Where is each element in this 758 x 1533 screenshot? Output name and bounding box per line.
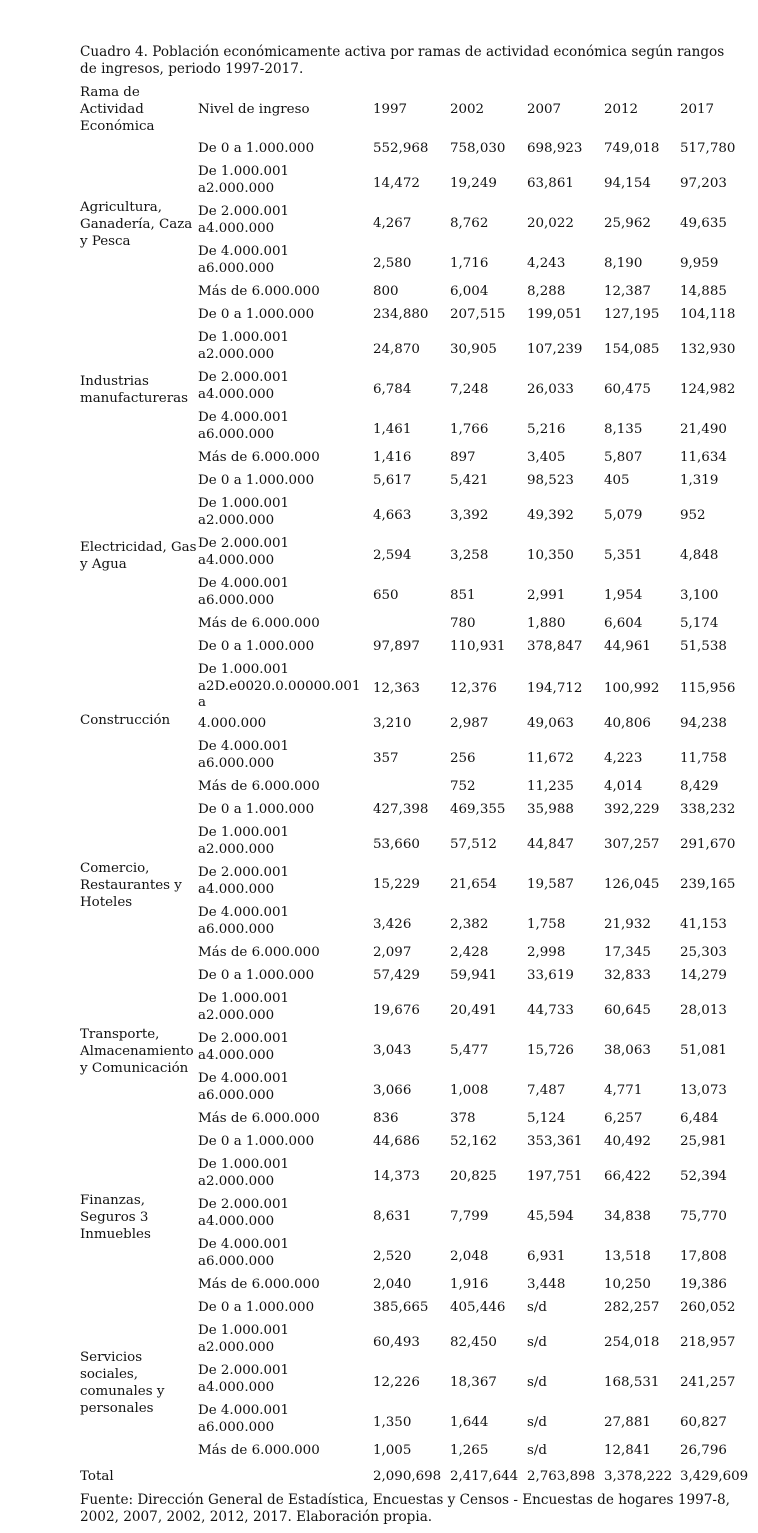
value-cell: 5,079 [604, 508, 643, 523]
value-cell: 26,033 [527, 382, 574, 397]
value-cell: 427,398 [373, 802, 429, 817]
value-cell: 307,257 [604, 837, 660, 852]
value-cell: 14,373 [373, 1169, 420, 1184]
value-cell: 3,258 [450, 548, 489, 563]
value-cell: 758,030 [450, 141, 506, 156]
value-cell: 2,580 [373, 256, 412, 271]
value-cell: 20,491 [450, 1003, 497, 1018]
income-level-cell: De 2.000.001 a4.000.000 [198, 1197, 290, 1229]
value-cell: 7,248 [450, 382, 489, 397]
income-level-cell: De 2.000.001 a4.000.000 [198, 204, 290, 236]
value-cell: 4,848 [680, 548, 719, 563]
value-cell: 19,587 [527, 877, 574, 892]
value-cell: 63,861 [527, 176, 574, 191]
value-cell: 405 [604, 473, 630, 488]
value-cell: s/d [527, 1443, 547, 1458]
header-year-2012: 2012 [604, 102, 639, 117]
value-cell: 5,216 [527, 422, 566, 437]
value-cell: 25,303 [680, 945, 727, 960]
value-cell: 8,631 [373, 1209, 412, 1224]
value-cell: 168,531 [604, 1375, 660, 1390]
value-cell: 378,847 [527, 639, 583, 654]
value-cell: 12,387 [604, 284, 651, 299]
value-cell: 8,288 [527, 284, 566, 299]
value-cell: 780 [450, 616, 476, 631]
income-level-cell: De 4.000.001 a6.000.000 [198, 244, 290, 276]
income-level-cell: De 2.000.001 a4.000.000 [198, 1363, 290, 1395]
total-2017: 3,429,609 [680, 1469, 749, 1484]
value-cell: 11,758 [680, 751, 727, 766]
income-level-cell: De 1.000.001 a2.000.000 [198, 991, 290, 1023]
value-cell: 27,881 [604, 1415, 651, 1430]
income-level-cell: De 0 a 1.000.000 [198, 473, 315, 488]
value-cell: 353,361 [527, 1134, 583, 1149]
value-cell: 15,726 [527, 1043, 574, 1058]
income-level-cell: De 0 a 1.000.000 [198, 307, 315, 322]
header-rama: Rama de Actividad Económica [80, 85, 155, 134]
value-cell: 17,808 [680, 1249, 727, 1264]
value-cell: 6,604 [604, 616, 643, 631]
value-cell: 44,733 [527, 1003, 574, 1018]
value-cell: 851 [450, 588, 476, 603]
value-cell: 12,841 [604, 1443, 651, 1458]
value-cell: 1,005 [373, 1443, 412, 1458]
value-cell: 3,100 [680, 588, 719, 603]
value-cell: 2,428 [450, 945, 489, 960]
income-level-cell: De 0 a 1.000.000 [198, 968, 315, 983]
value-cell: 800 [373, 284, 399, 299]
header-nivel: Nivel de ingreso [198, 102, 310, 117]
total-2012: 3,378,222 [604, 1469, 673, 1484]
value-cell: 1,416 [373, 450, 412, 465]
value-cell: 5,807 [604, 450, 643, 465]
value-cell: 2,097 [373, 945, 412, 960]
total-2002: 2,417,644 [450, 1469, 519, 1484]
value-cell: 25,962 [604, 216, 651, 231]
value-cell: 98,523 [527, 473, 574, 488]
value-cell: s/d [527, 1335, 547, 1350]
value-cell: 52,162 [450, 1134, 497, 1149]
income-level-cell: De 1.000.001 a2.000.000 [198, 1157, 290, 1189]
value-cell: 8,190 [604, 256, 643, 271]
value-cell: 4,663 [373, 508, 412, 523]
value-cell: s/d [527, 1375, 547, 1390]
value-cell: 5,124 [527, 1111, 566, 1126]
value-cell: 4,223 [604, 751, 643, 766]
income-level-cell: Más de 6.000.000 [198, 945, 320, 960]
value-cell: 4,243 [527, 256, 566, 271]
value-cell: 11,672 [527, 751, 574, 766]
value-cell: 7,799 [450, 1209, 489, 1224]
value-cell: 107,239 [527, 342, 583, 357]
value-cell: 30,905 [450, 342, 497, 357]
value-cell: 8,762 [450, 216, 489, 231]
income-level-cell: De 2.000.001 a4.000.000 [198, 536, 290, 568]
value-cell: 100,992 [604, 681, 660, 696]
value-cell: 749,018 [604, 141, 660, 156]
value-cell: 75,770 [680, 1209, 727, 1224]
value-cell: 197,751 [527, 1169, 583, 1184]
value-cell: 6,931 [527, 1249, 566, 1264]
value-cell: 21,932 [604, 917, 651, 932]
header-year-2007: 2007 [527, 102, 562, 117]
value-cell: 836 [373, 1111, 399, 1126]
value-cell: 51,081 [680, 1043, 727, 1058]
value-cell: 239,165 [680, 877, 736, 892]
income-level-cell: De 1.000.001 a2.000.000 [198, 496, 290, 528]
income-level-cell: De 4.000.001 a6.000.000 [198, 739, 290, 771]
value-cell: 20,825 [450, 1169, 497, 1184]
activity-branch-label: Electricidad, Gas y Agua [80, 540, 197, 572]
value-cell: 2,040 [373, 1277, 412, 1292]
value-cell: 41,153 [680, 917, 727, 932]
value-cell: 21,654 [450, 877, 497, 892]
value-cell: 10,250 [604, 1277, 651, 1292]
income-level-cell: 4.000.000 [198, 716, 267, 731]
value-cell: 1,319 [680, 473, 719, 488]
value-cell: 19,676 [373, 1003, 420, 1018]
income-level-cell: De 1.000.001 a2.000.000 [198, 1323, 290, 1355]
income-level-cell: De 4.000.001 a6.000.000 [198, 1237, 290, 1269]
value-cell: 11,235 [527, 779, 574, 794]
value-cell: 3,066 [373, 1083, 412, 1098]
value-cell: 2,987 [450, 716, 489, 731]
value-cell: 127,195 [604, 307, 660, 322]
value-cell: 49,392 [527, 508, 574, 523]
value-cell: 94,238 [680, 716, 727, 731]
value-cell: 517,780 [680, 141, 736, 156]
value-cell: 124,982 [680, 382, 736, 397]
value-cell: 256 [450, 751, 476, 766]
value-cell: 10,350 [527, 548, 574, 563]
value-cell: s/d [527, 1300, 547, 1315]
income-level-cell: De 1.000.001 a2.000.000 [198, 330, 290, 362]
source-note: Fuente: Dirección General de Estadística, Encuestas y Censos - Encuestas de hogares 1997-8, 2002, 2007, 2002, 2012, 2017. Elaboración propia. [80, 1492, 730, 1525]
value-cell: 3,448 [527, 1277, 566, 1292]
income-level-cell: De 2.000.001 a4.000.000 [198, 865, 290, 897]
value-cell: 5,351 [604, 548, 643, 563]
activity-branch-label: Servicios sociales, comunales y personales [80, 1350, 165, 1416]
value-cell: 18,367 [450, 1375, 497, 1390]
value-cell: 234,880 [373, 307, 429, 322]
value-cell: 14,885 [680, 284, 727, 299]
value-cell: 698,923 [527, 141, 583, 156]
value-cell: 25,981 [680, 1134, 727, 1149]
value-cell: 4,267 [373, 216, 412, 231]
value-cell: 12,376 [450, 681, 497, 696]
value-cell: 51,538 [680, 639, 727, 654]
value-cell: 4,771 [604, 1083, 643, 1098]
value-cell: 44,847 [527, 837, 574, 852]
value-cell: 14,472 [373, 176, 420, 191]
value-cell: 1,766 [450, 422, 489, 437]
value-cell: 2,991 [527, 588, 566, 603]
value-cell: 378 [450, 1111, 476, 1126]
income-level-cell: Más de 6.000.000 [198, 779, 320, 794]
value-cell: 3,043 [373, 1043, 412, 1058]
value-cell: 132,930 [680, 342, 736, 357]
value-cell: 5,617 [373, 473, 412, 488]
value-cell: 199,051 [527, 307, 583, 322]
value-cell: 2,998 [527, 945, 566, 960]
value-cell: 49,063 [527, 716, 574, 731]
table-caption: Cuadro 4. Población económicamente activa por ramas de actividad económica según rangos de ingresos, periodo 1997-2017. [80, 44, 725, 77]
value-cell: 45,594 [527, 1209, 574, 1224]
value-cell: 897 [450, 450, 476, 465]
value-cell: 97,203 [680, 176, 727, 191]
value-cell: 7,487 [527, 1083, 566, 1098]
value-cell: 291,670 [680, 837, 736, 852]
value-cell: 34,838 [604, 1209, 651, 1224]
value-cell: 207,515 [450, 307, 506, 322]
total-2007: 2,763,898 [527, 1469, 596, 1484]
value-cell: 44,961 [604, 639, 651, 654]
total-label: Total [80, 1469, 114, 1484]
income-level-cell: De 2.000.001 a4.000.000 [198, 1031, 290, 1063]
total-row [80, 1469, 756, 1487]
value-cell: 405,446 [450, 1300, 506, 1315]
income-level-cell: De 4.000.001 a6.000.000 [198, 905, 290, 937]
value-cell: 40,806 [604, 716, 651, 731]
value-cell: 752 [450, 779, 476, 794]
value-cell: 35,988 [527, 802, 574, 817]
income-level-cell: De 0 a 1.000.000 [198, 1300, 315, 1315]
value-cell: 52,394 [680, 1169, 727, 1184]
value-cell: 126,045 [604, 877, 660, 892]
value-cell: 12,226 [373, 1375, 420, 1390]
value-cell: 338,232 [680, 802, 736, 817]
activity-branch-label: Industrias manufactureras [80, 374, 188, 406]
value-cell: 59,941 [450, 968, 497, 983]
value-cell: 40,492 [604, 1134, 651, 1149]
value-cell: 53,660 [373, 837, 420, 852]
value-cell: 2,520 [373, 1249, 412, 1264]
value-cell: 15,229 [373, 877, 420, 892]
header-year-2017: 2017 [680, 102, 715, 117]
value-cell: 392,229 [604, 802, 660, 817]
value-cell: 357 [373, 751, 399, 766]
value-cell: 1,644 [450, 1415, 489, 1430]
activity-branch-label: Agricultura, Ganadería, Caza y Pesca [80, 199, 193, 249]
value-cell: 3,426 [373, 917, 412, 932]
value-cell: 32,833 [604, 968, 651, 983]
value-cell: 8,135 [604, 422, 643, 437]
value-cell: 1,461 [373, 422, 412, 437]
income-level-cell: De 4.000.001 a6.000.000 [198, 576, 290, 608]
value-cell: 60,645 [604, 1003, 651, 1018]
table-header [80, 84, 756, 138]
value-cell: 1,716 [450, 256, 489, 271]
value-cell: 3,210 [373, 716, 412, 731]
value-cell: 4,014 [604, 779, 643, 794]
value-cell: 552,968 [373, 141, 429, 156]
activity-branch-label: Finanzas, Seguros 3 Inmuebles [80, 1192, 151, 1242]
value-cell: 57,429 [373, 968, 420, 983]
income-level-cell: De 1.000.001 a2.000.000 [198, 164, 290, 196]
value-cell: 6,257 [604, 1111, 643, 1126]
income-level-cell: De 1.000.001 a2.000.000 [198, 825, 290, 857]
value-cell: 97,897 [373, 639, 420, 654]
value-cell: 1,265 [450, 1443, 489, 1458]
value-cell: 33,619 [527, 968, 574, 983]
activity-branch-label: Comercio, Restaurantes y Hoteles [80, 860, 182, 910]
value-cell: 952 [680, 508, 706, 523]
value-cell: 14,279 [680, 968, 727, 983]
income-level-cell: Más de 6.000.000 [198, 1111, 320, 1126]
value-cell: 44,686 [373, 1134, 420, 1149]
header-year-2002: 2002 [450, 102, 485, 117]
value-cell: 82,450 [450, 1335, 497, 1350]
value-cell: 11,634 [680, 450, 727, 465]
value-cell: 49,635 [680, 216, 727, 231]
value-cell: 17,345 [604, 945, 651, 960]
activity-branch-label: Transporte, Almacenamiento y Comunicación [80, 1026, 194, 1076]
value-cell: 13,518 [604, 1249, 651, 1264]
income-level-cell: Más de 6.000.000 [198, 450, 320, 465]
value-cell: 1,916 [450, 1277, 489, 1292]
income-level-cell: De 0 a 1.000.000 [198, 141, 315, 156]
value-cell: 24,870 [373, 342, 420, 357]
value-cell: 2,594 [373, 548, 412, 563]
value-cell: 3,405 [527, 450, 566, 465]
income-level-cell: De 4.000.001 a6.000.000 [198, 1071, 290, 1103]
value-cell: 110,931 [450, 639, 506, 654]
value-cell: 19,249 [450, 176, 497, 191]
income-level-cell: De 1.000.001 a2D.e0020.0.00000.001 a [198, 662, 361, 710]
total-1997: 2,090,698 [373, 1469, 442, 1484]
header-year-1997: 1997 [373, 102, 408, 117]
value-cell: 385,665 [373, 1300, 429, 1315]
value-cell: 254,018 [604, 1335, 660, 1350]
value-cell: 94,154 [604, 176, 651, 191]
value-cell: 57,512 [450, 837, 497, 852]
activity-branch-label: Construcción [80, 713, 171, 728]
value-cell: 19,386 [680, 1277, 727, 1292]
value-cell: 60,475 [604, 382, 651, 397]
value-cell: 12,363 [373, 681, 420, 696]
value-cell: 8,429 [680, 779, 719, 794]
value-cell: 650 [373, 588, 399, 603]
value-cell: 1,880 [527, 616, 566, 631]
value-cell: 1,954 [604, 588, 643, 603]
value-cell: 21,490 [680, 422, 727, 437]
income-level-cell: De 0 a 1.000.000 [198, 1134, 315, 1149]
value-cell: 60,493 [373, 1335, 420, 1350]
value-cell: 194,712 [527, 681, 583, 696]
value-cell: 9,959 [680, 256, 719, 271]
income-level-cell: Más de 6.000.000 [198, 284, 320, 299]
value-cell: 2,048 [450, 1249, 489, 1264]
value-cell: 5,477 [450, 1043, 489, 1058]
value-cell: 260,052 [680, 1300, 736, 1315]
value-cell: 241,257 [680, 1375, 736, 1390]
value-cell: 1,350 [373, 1415, 412, 1430]
value-cell: 1,758 [527, 917, 566, 932]
value-cell: 5,421 [450, 473, 489, 488]
value-cell: 3,392 [450, 508, 489, 523]
value-cell: 154,085 [604, 342, 660, 357]
income-level-cell: De 0 a 1.000.000 [198, 802, 315, 817]
income-level-cell: Más de 6.000.000 [198, 616, 320, 631]
value-cell: 218,957 [680, 1335, 736, 1350]
value-cell: 38,063 [604, 1043, 651, 1058]
value-cell: 282,257 [604, 1300, 660, 1315]
income-level-cell: Más de 6.000.000 [198, 1277, 320, 1292]
value-cell: 115,956 [680, 681, 736, 696]
income-level-cell: De 0 a 1.000.000 [198, 639, 315, 654]
value-cell: 1,008 [450, 1083, 489, 1098]
value-cell: 469,355 [450, 802, 506, 817]
value-cell: 2,382 [450, 917, 489, 932]
value-cell: 104,118 [680, 307, 736, 322]
income-level-cell: Más de 6.000.000 [198, 1443, 320, 1458]
value-cell: 60,827 [680, 1415, 727, 1430]
value-cell: 20,022 [527, 216, 574, 231]
value-cell: 5,174 [680, 616, 719, 631]
value-cell: 28,013 [680, 1003, 727, 1018]
value-cell: 6,784 [373, 382, 412, 397]
value-cell: 6,004 [450, 284, 489, 299]
value-cell: 66,422 [604, 1169, 651, 1184]
value-cell: 26,796 [680, 1443, 727, 1458]
income-level-cell: De 4.000.001 a6.000.000 [198, 1403, 290, 1435]
income-level-cell: De 4.000.001 a6.000.000 [198, 410, 290, 442]
value-cell: 6,484 [680, 1111, 719, 1126]
value-cell: s/d [527, 1415, 547, 1430]
value-cell: 13,073 [680, 1083, 727, 1098]
income-level-cell: De 2.000.001 a4.000.000 [198, 370, 290, 402]
